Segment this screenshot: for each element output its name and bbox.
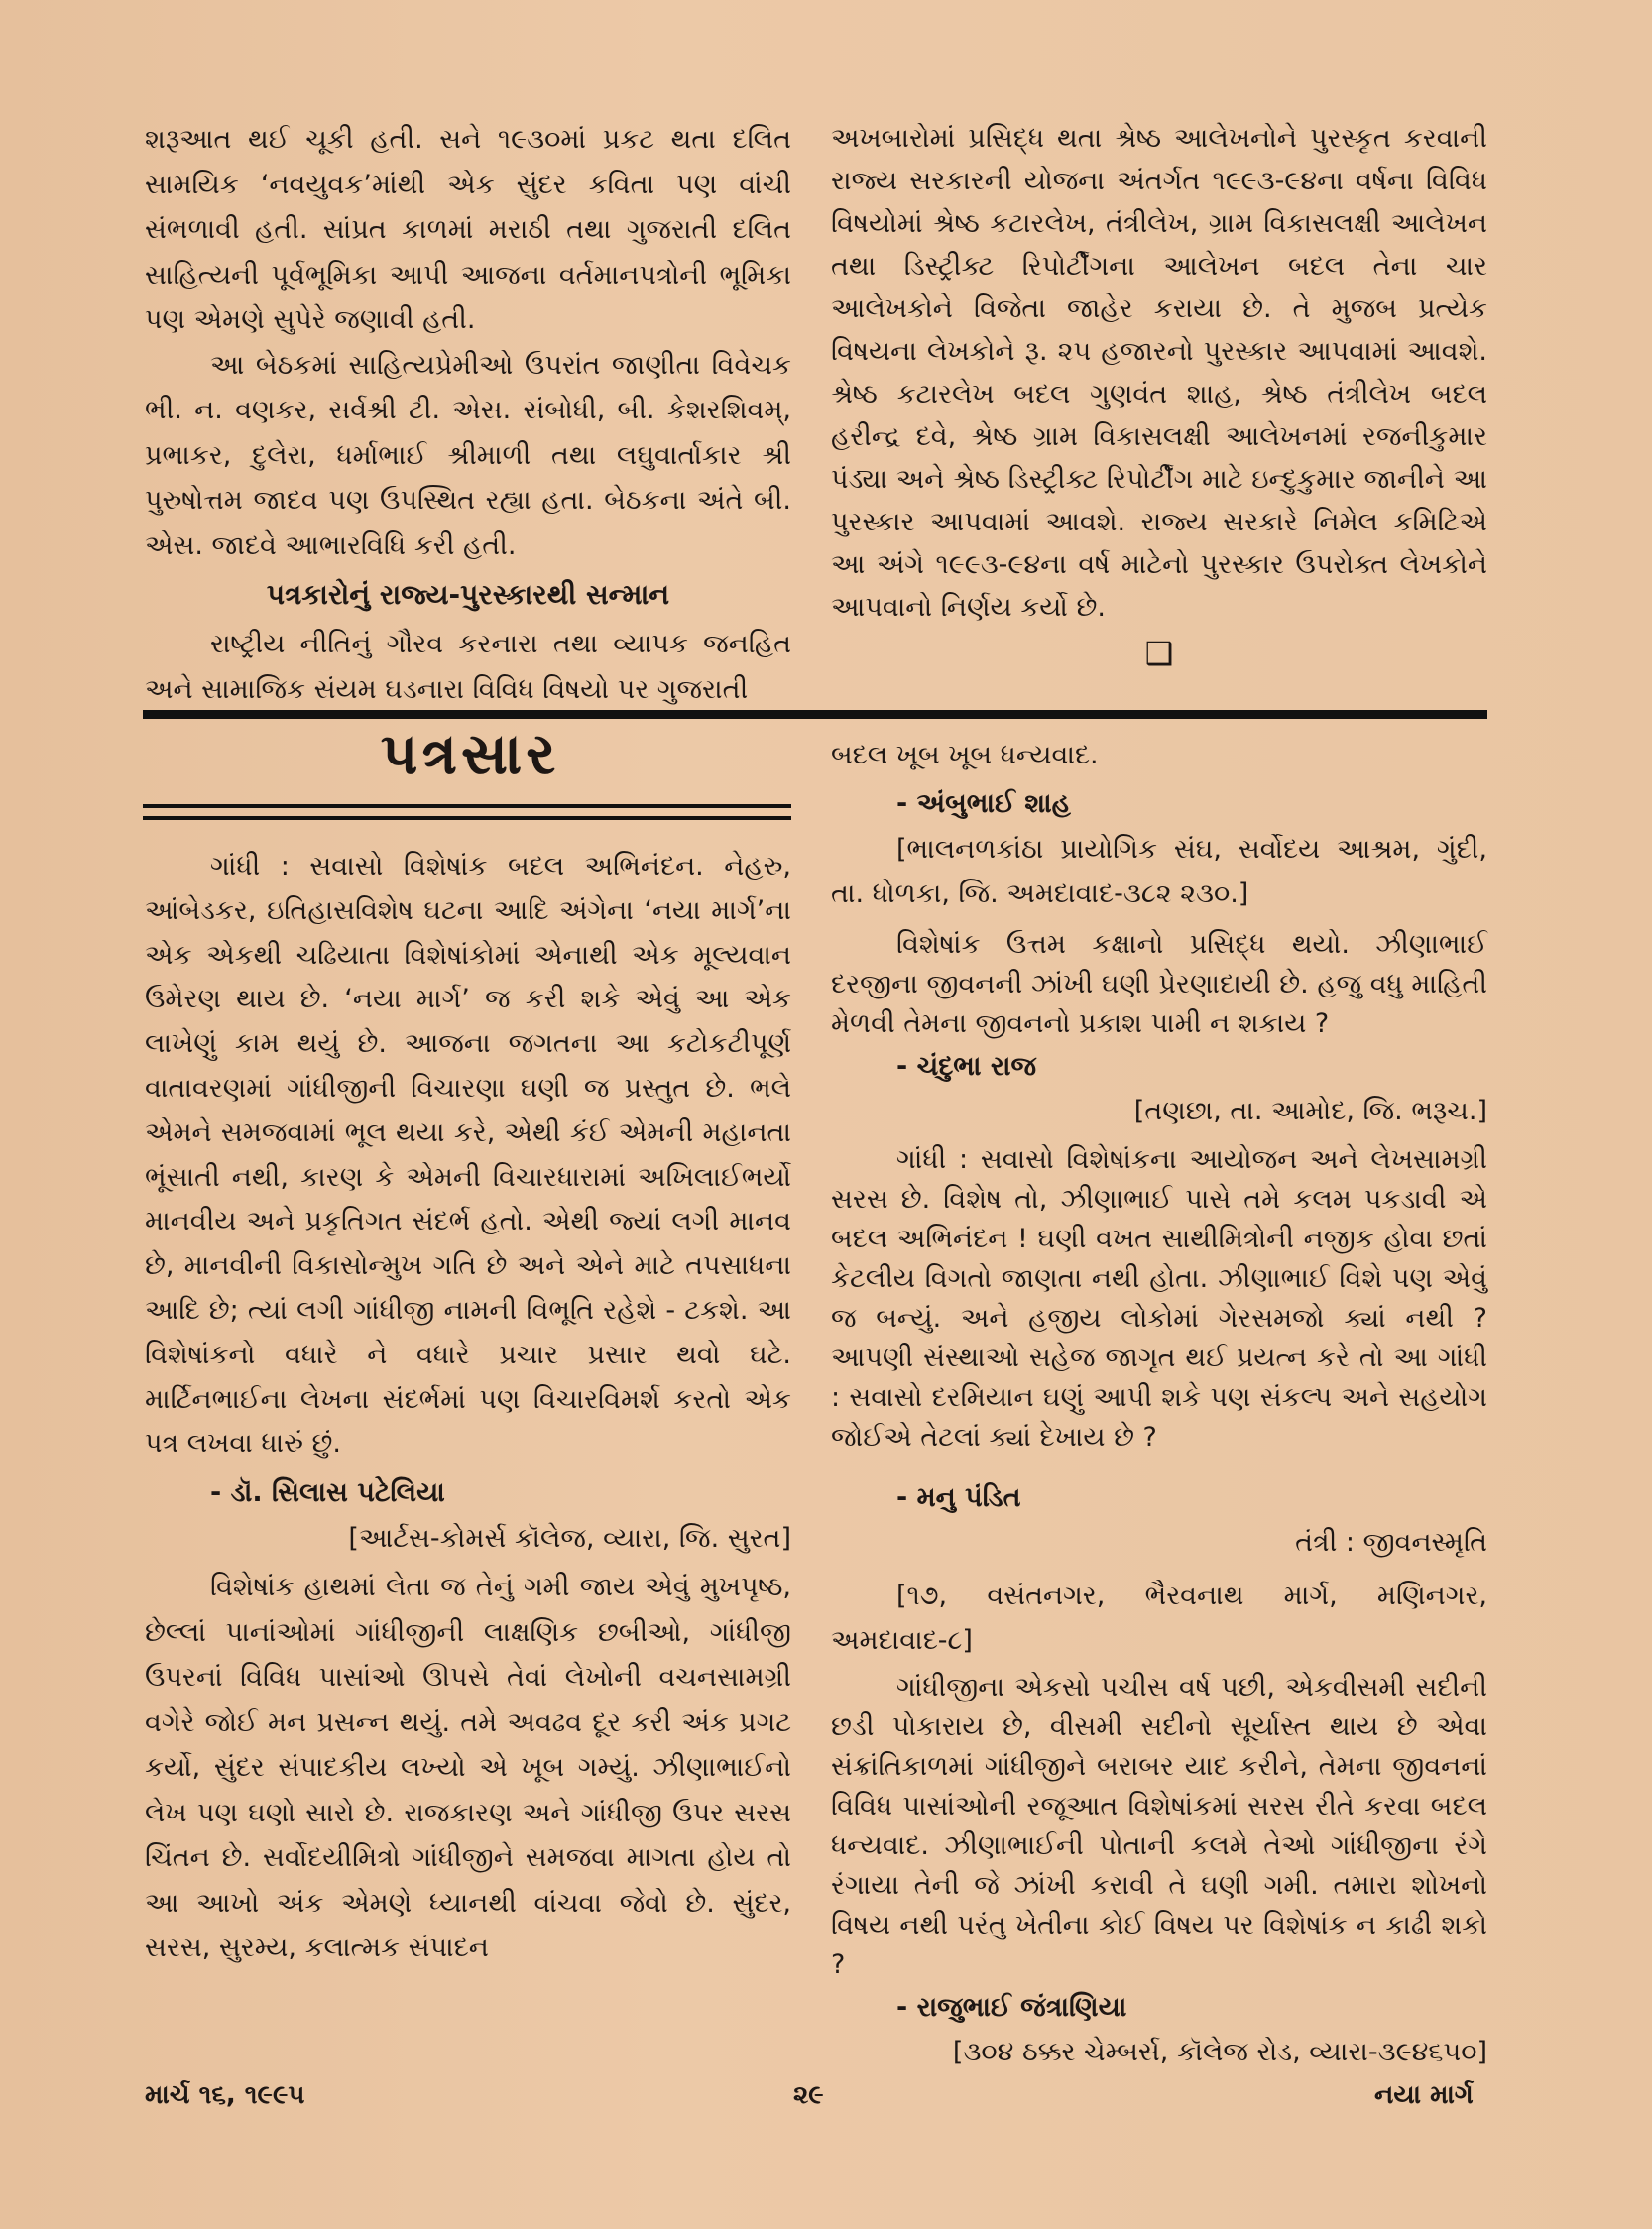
letter-signature: - ચંદુભા રાજ [896, 1050, 1037, 1082]
footer-magazine-name: નયા માર્ગ [1374, 2080, 1474, 2110]
top-left-column [145, 117, 791, 712]
letter-signature: - રાજુભાઈ જંત્રાણિયા [896, 1991, 1127, 2023]
section-title: પત્રસાર [380, 720, 560, 787]
letter-signature: - ડૉ. સિલાસ પટેલિયા [210, 1477, 445, 1509]
award-paragraph-continued: અખબારોમાં પ્રસિદ્ધ થતા શ્રેષ્ઠ આલેખનોને પુરસ્કૃત કરવાની રાજ્ય સરકારની યોજના અંતર્ગત ૧૯૯૩-૯૪ના વર્ષના વિવિધ વિષયોમાં શ્રેષ્ઠ કટારલેખ, તંત્રીલેખ, ગ્રામ વિકાસલક્ષી આલેખન તથા ડિસ્ટ્રીક્ટ રિપોર્ટીંગના આલેખન બદલ તેના ચાર આલેખકોને વિજેતા જાહેર કરાયા છે. તે મુજબ પ્રત્યેક વિષયના લેખકોને રૂ. ૨૫ હજારનો પુરસ્કાર આપવામાં આવશે. શ્રેષ્ઠ કટારલેખ બદલ ગુણવંત શાહ, શ્રેષ્ઠ તંત્રીલેખ બદલ હરીન્દ્ર દવે, શ્રેષ્ઠ ગ્રામ વિકાસલક્ષી આલેખનમાં રજનીકુમાર પંડ્યા અને શ્રેષ્ઠ ડિસ્ટ્રીક્ટ રિપોર્ટીંગ માટે ઇન્દુકુમાર જાનીને આ પુરસ્કાર આપવામાં આવશે. રાજ્ય સરકારે નિમેલ કમિટિએ આ અંગે ૧૯૯૩-૯૪ના વર્ષ માટેનો પુરસ્કાર ઉપરોક્ત લેખકોને આપવાનો નિર્ણય કર્યો છે. [831, 123, 1487, 623]
letter-signature: - મનુ પંડિત [896, 1481, 1021, 1513]
letter-text: ગાંધીજીના એકસો પચીસ વર્ષ પછી, એકવીસમી સદીની છડી પોકારાય છે, વીસમી સદીનો સૂર્યાસ્ત થાય છે એવા સંક્રાંતિકાળમાં ગાંધીજીને બરાબર યાદ કરીને, તેમના જીવનનાં વિવિધ પાસાંઓની રજૂઆત વિશેષાંકમાં સરસ રીતે કરવા બદલ ધન્યવાદ. ઝીણાભાઈની પોતાની કલમે તેઓ ગાંધીજીના રંગે રંગાયા તેની જે ઝાંખી કરાવી તે ઘણી ગમી. તમારા શોખનો વિષય નથી પરંતુ ખેતીના કોઈ વિષય પર વિશેષાંક ન કાઢી શકો ? [831, 1671, 1487, 1980]
editor-role: તંત્રી : જીવનસ્મૃતિ [1295, 1527, 1487, 1558]
letter-text: ગાંધી : સવાસો વિશેષાંક બદલ અભિનંદન. નેહરુ, આંબેડકર, ઇતિહાસવિશેષ ઘટના આદિ અંગેના ‘નયા માર્ગ’ના એક એકથી ચઢિયાતા વિશેષાંકોમાં એનાથી એક મૂલ્યવાન ઉમેરણ થાય છે. ‘નયા માર્ગ’ જ કરી શકે એવું આ એક લાખેણું કામ થયું છે. આજના જગતના આ કટોકટીપૂર્ણ વાતાવરણમાં ગાંધીજીની વિચારણા ઘણી જ પ્રસ્તુત છે. ભલે એમને સમજવામાં ભૂલ થયા કરે, એથી કંઈ એમની મહાનતા ભૂંસાતી નથી, કારણ કે એમની વિચારધારામાં અખિલાઈભર્યો માનવીય અને પ્રકૃતિગત સંદર્ભ હતો. એથી જ્યાં લગી માનવ છે, માનવીની વિકાસોન્મુખ ગતિ છે અને એને માટે તપસાધના આદિ છે; ત્યાં લગી ગાંધીજી નામની વિભૂતિ રહેશે - ટકશે. આ વિશેષાંકનો વધારે ને વધારે પ્રચાર પ્રસાર થવો ઘટે. માર્ટિનભાઈના લેખના સંદર્ભમાં પણ વિચારવિમર્શ કરતો એક પત્ર લખવા ધારું છું. [145, 851, 791, 1460]
letter-address: [આર્ટસ-કોમર્સ કૉલેજ, વ્યારા, જિ. સુરત] [348, 1522, 791, 1554]
meeting-paragraph: આ બેઠકમાં સાહિત્યપ્રેમીઓ ઉપરાંત જાણીતા વિવેચક ભી. ન. વણકર, સર્વશ્રી ટી. એસ. સંબોધી, બી. કેશરશિવમ્, પ્રભાકર, દુલેરા, ધર્માભાઈ શ્રીમાળી તથા લઘુવાર્તાકાર શ્રી પુરુષોત્તમ જાદવ પણ ઉપસ્થિત રહ્યા હતા. બેઠકના અંતે બી. એસ. જાદવે આભારવિધિ કરી હતી. [145, 349, 791, 561]
letter-text: વિશેષાંક ઉત્તમ કક્ષાનો પ્રસિદ્ધ થયો. ઝીણાભાઈ દરજીના જીવનની ઝાંખી ઘણી પ્રેરણાદાયી છે. હજુ વધુ માહિતી મેળવી તેમના જીવનનો પ્રકાશ પામી ન શકાય ? [831, 928, 1487, 1039]
top-right-column [831, 117, 1487, 678]
title-rule-top [143, 804, 791, 808]
letter-address: [૩૦૪ ઠક્કર ચેમ્બર્સ, કૉલેજ રોડ, વ્યારા-૩૯૪૬૫૦] [952, 2037, 1487, 2067]
letter-text: બદલ ખૂબ ખૂબ ધન્યવાદ. [831, 740, 1099, 770]
letter-text: વિશેષાંક હાથમાં લેતા જ તેનું ગમી જાય એવું મુખપૃષ્ઠ, છેલ્લાં પાનાંઓમાં ગાંધીજીની લાક્ષણિક છબીઓ, ગાંધીજી ઉપરનાં વિવિધ પાસાંઓ ઊપસે તેવાં લેખોની વચનસામગ્રી વગેરે જોઈ મન પ્રસન્ન થયું. તમે અવઢવ દૂર કરી અંક પ્રગટ કર્યો, સુંદર સંપાદકીય લખ્યો એ ખૂબ ગમ્યું. ઝીણાભાઈનો લેખ પણ ઘણો સારો છે. રાજકારણ અને ગાંધીજી ઉપર સરસ ચિંતન છે. સર્વોદયીમિત્રો ગાંધીજીને સમજવા માગતા હોય તો આ આખો અંક એમણે ધ્યાનથી વાંચવા જેવો છે. સુંદર, સરસ, સુરમ્ય, કલાત્મક સંપાદન [145, 1572, 791, 1964]
letter-text: ગાંધી : સવાસો વિશેષાંકના આયોજન અને લેખસામગ્રી સરસ છે. વિશેષ તો, ઝીણાભાઈ પાસે તમે કલમ પકડાવી એ બદલ અભિનંદન ! ઘણી વખત સાથીમિત્રોની નજીક હોવા છતાં કેટલીય વિગતો જાણતા નથી હોતા. ઝીણાભાઈ વિશે પણ એવું જ બન્યું. અને હજીય લોકોમાં ગેરસમજો ક્યાં નથી ? આપણી સંસ્થાઓ સહેજ જાગૃત થઈ પ્રયત્ન કરે તો આ ગાંધી : સવાસો દરમિયાન ઘણું આપી શકે પણ સંકલ્પ અને સહયોગ જોઈએ તેટલાં ક્યાં દેખાય છે ? [831, 1143, 1487, 1453]
letters-right-column [831, 734, 1487, 2075]
footer-page-number: ૨૯ [793, 2080, 824, 2110]
title-rule-bottom [143, 816, 791, 820]
letter-address: [તણછા, તા. આમોદ, જિ. ભરૂચ.] [1133, 1096, 1487, 1126]
letter-signature: - અંબુભાઈ શાહ [896, 788, 1071, 819]
continued-paragraph: શરૂઆત થઈ ચૂકી હતી. સને ૧૯૩૦માં પ્રકટ થતા દલિત સામયિક ‘નવયુવક’માંથી એક સુંદર કવિતા પણ વાંચી સંભળાવી હતી. સાંપ્રત કાળમાં મરાઠી તથા ગુજરાતી દલિત સાહિત્યની પૂર્વભૂમિકા આપી આજના વર્તમાનપત્રોની ભૂમિકા પણ એમણે સુપેરે જણાવી હતી. [145, 124, 791, 335]
footer-date: માર્ચ ૧૬, ૧૯૯૫ [145, 2080, 305, 2110]
letters-left-column [145, 845, 791, 1971]
sub-heading: પત્રકારોનું રાજ્ય-પુરસ્કારથી સન્માન [266, 578, 670, 611]
award-paragraph-start: રાષ્ટ્રીય નીતિનું ગૌરવ કરનારા તથા વ્યાપક જનહિત અને સામાજિક સંયમ ઘડનારા વિવિધ વિષયો પર ગુજરાતી [145, 629, 791, 705]
letter-address: [૧૭, વસંતનગર, ભૈરવનાથ માર્ગ, મણિનગર, અમદાવાદ-૮] [831, 1580, 1487, 1656]
letter-address: [ભાલનળકાંઠા પ્રાયોગિક સંઘ, સર્વોદય આશ્રમ, ગુંદી, તા. ધોળકા, જિ. અમદાવાદ-૩૮૨ ૨૩૦.] [831, 833, 1487, 909]
end-mark-icon: ❑ [1144, 635, 1174, 672]
